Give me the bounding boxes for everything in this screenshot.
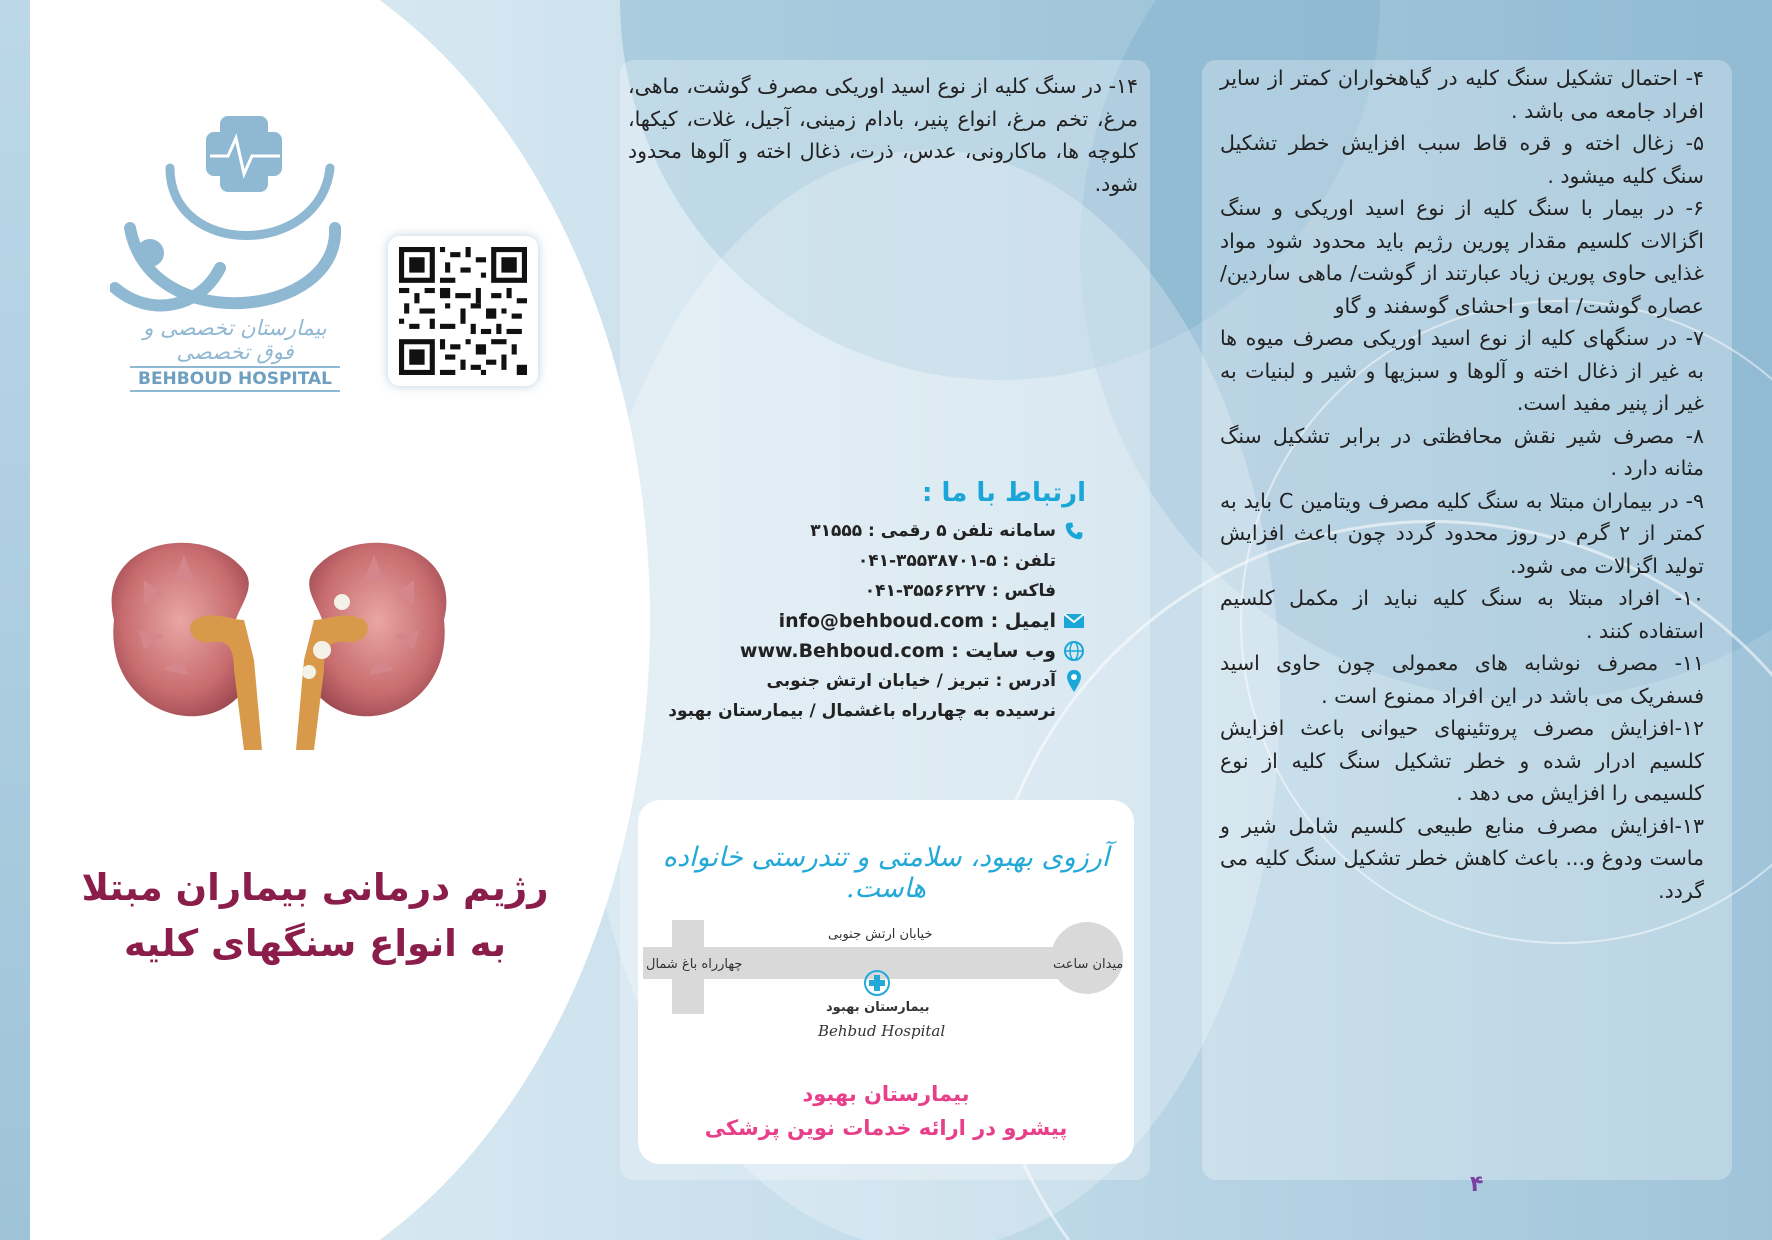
map-hospital-label-en: Behbud Hospital bbox=[818, 1022, 946, 1040]
tagline-hospital: بیمارستان بهبود bbox=[802, 1082, 970, 1106]
diet-item: ۹- در بیماران مبتلا به سنگ کلیه مصرف ویتامین C باید به کمتر از ۲ گرم در روز محدود گردد چون باعث افزایش تولید اگزالات می شود. bbox=[1220, 488, 1704, 578]
diet-item: ۱۲-افزایش مصرف پروتئینهای حیوانی باعث افزایش کلسیم ادرار شده و خطر تشکیل سنگ کلیه از نوع کلسیمی را افزایش می دهد . bbox=[1220, 716, 1704, 805]
map-square-label: میدان ساعت bbox=[1053, 957, 1124, 972]
tagline-slogan: پیشرو در ارائه خدمات نوین پزشکی bbox=[704, 1116, 1068, 1140]
address-line-1: آدرس : تبریز / خیابان ارتش جنوبی bbox=[766, 671, 1056, 691]
diet-item: ۵- زغال اخته و قره قاط سبب افزایش خطر تشکیل سنگ کلیه میشود . bbox=[1220, 131, 1704, 188]
contact-address-2 bbox=[640, 696, 1086, 726]
diet-item: ۴- احتمال تشکیل سنگ کلیه در گیاهخواران کمتر از سایر افراد جامعه می باشد . bbox=[1220, 66, 1704, 123]
contact-address bbox=[640, 666, 1086, 696]
contact-hotline bbox=[640, 516, 1086, 546]
map-junction-label: چهارراه باغ شمال bbox=[646, 957, 743, 972]
slogan: آرزوی بهبود، سلامتی و تندرستی خانواده هاست. bbox=[662, 842, 1110, 904]
diet-item: ۷- در سنگهای کلیه از نوع اسید اوریکی مصرف میوه ها به غیر از ذغال اخته و آلوها و سبزیها و شیر و لبنیات به غیر از پنیر مفید است. bbox=[1220, 326, 1704, 415]
website-link[interactable]: وب سایت : www.Behboud.com bbox=[739, 640, 1056, 662]
location-pin-icon bbox=[1062, 669, 1086, 693]
email-link[interactable]: ایمیل : info@behboud.com bbox=[778, 610, 1056, 632]
fax-text: فاکس : ۳۵۵۶۶۲۲۷-۰۴۱ bbox=[864, 581, 1056, 601]
diet-item: ۱۱- مصرف نوشابه های معمولی چون حاوی اسید فسفریک می باشد در این افراد ممنوع است . bbox=[1220, 651, 1704, 708]
contact-phone bbox=[640, 546, 1086, 576]
contact-email bbox=[640, 606, 1086, 636]
diet-item-14: ۱۴- در سنگ کلیه از نوع اسید اوریکی مصرف گوشت، ماهی، مرغ، تخم مرغ، انواع پنیر، بادام زمینی، آجیل، غلات، کیکها، کلوچه ها، ماکارونی، عدس، ذرت، ذغال اخته و آلوها محدود شود. bbox=[628, 74, 1138, 196]
contact-website bbox=[640, 636, 1086, 666]
address-line-2: نرسیده به چهارراه باغشمال / بیمارستان بهبود bbox=[668, 701, 1056, 721]
logo-english-name: BEHBOUD HOSPITAL bbox=[130, 366, 340, 392]
phone-icon bbox=[1062, 521, 1086, 541]
middle-column-text bbox=[628, 70, 1138, 200]
map-card bbox=[638, 800, 1134, 1164]
page-number: ۴ bbox=[1470, 1172, 1484, 1197]
qr-code[interactable] bbox=[388, 236, 538, 386]
globe-icon bbox=[1062, 641, 1086, 661]
kidney-illustration bbox=[84, 510, 474, 750]
kidney-icon bbox=[84, 510, 474, 750]
title-line-1: رژیم درمانی بیماران مبتلا bbox=[81, 866, 549, 909]
brochure-title bbox=[80, 860, 550, 972]
logo-subtitle: بیمارستان تخصصی و فوق تخصصی bbox=[143, 316, 327, 364]
contact-section bbox=[640, 478, 1086, 726]
right-column-text bbox=[1220, 62, 1704, 907]
phone-text[interactable]: تلفن : ۵-۳۵۵۳۸۷۰۱-۰۴۱ bbox=[857, 551, 1056, 571]
diet-item: ۱۳-افزایش مصرف منابع طبیعی کلسیم شامل شیر و ماست ودوغ و... باعث کاهش خطر تشکیل سنگ کلیه می گردد. bbox=[1220, 813, 1704, 903]
logo-mark-icon bbox=[110, 108, 350, 328]
map-hospital-marker-icon bbox=[864, 970, 890, 1000]
map-street-label: خیابان ارتش جنوبی bbox=[828, 927, 933, 942]
envelope-icon bbox=[1062, 613, 1086, 629]
hospital-logo bbox=[110, 108, 350, 398]
map-hospital-label-fa: بیمارستان بهبود bbox=[826, 1000, 930, 1015]
qr-pattern-icon bbox=[399, 247, 527, 375]
diet-item: ۶- در بیمار با سنگ کلیه از نوع اسید اوریکی و سنگ اگزالات کلسیم مقدار پورین رژیم باید محدود شود مواد غذایی حاوی پورین زیاد عبارتند از گوشت/ ماهی ساردین/عصاره گوشت/ امعا و احشای گوسفند و گاو bbox=[1220, 196, 1704, 318]
title-line-2: به انواع سنگهای کلیه bbox=[123, 922, 507, 965]
diet-item: ۸- مصرف شیر نقش محافظتی در برابر تشکیل سنگ مثانه دارد . bbox=[1220, 423, 1704, 480]
contact-heading: ارتباط با ما : bbox=[922, 478, 1086, 508]
diet-item: ۱۰- افراد مبتلا به سنگ کلیه نباید از مکمل کلسیم استفاده کنند . bbox=[1220, 586, 1704, 643]
hotline-text: سامانه تلفن ۵ رقمی : ۳۱۵۵۵ bbox=[810, 521, 1056, 541]
contact-fax bbox=[640, 576, 1086, 606]
